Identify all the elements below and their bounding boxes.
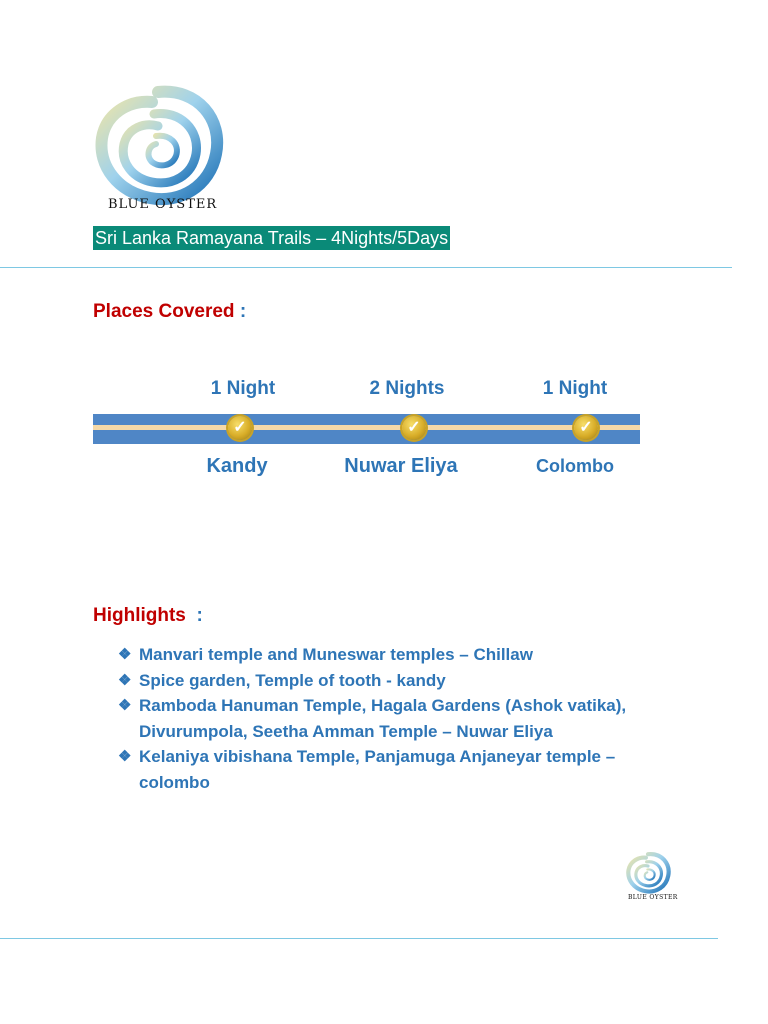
diamond-bullet-icon: ❖: [118, 748, 132, 765]
list-item: [118, 668, 678, 694]
highlights-heading: [93, 605, 203, 627]
check-icon: ✓: [228, 416, 252, 440]
highlight-text: Manvari temple and Muneswar temples – Chillaw: [139, 645, 533, 664]
blue-oyster-logo-small: [620, 850, 676, 896]
divider: [0, 267, 732, 268]
brand-name: BLUE OYSTER: [108, 197, 218, 212]
list-item: [118, 693, 678, 744]
timeline-line: [93, 425, 640, 430]
check-icon: ✓: [574, 416, 598, 440]
diamond-bullet-icon: ❖: [118, 671, 132, 689]
places-covered-heading: [93, 301, 246, 323]
stop-nights: 1 Night: [210, 378, 276, 399]
stop-nights: 1 Night: [542, 378, 608, 399]
diamond-bullet-icon: ❖: [118, 646, 132, 663]
highlights-heading-text: Highlights: [93, 605, 186, 626]
blue-oyster-logo: [88, 80, 228, 212]
list-item: [118, 744, 678, 795]
highlight-text: Spice garden, Temple of tooth - kandy: [139, 670, 446, 690]
highlight-text: Kelaniya vibishana Temple, Panjamuga Anjaneyar temple – colombo: [139, 747, 616, 792]
highlights-list: [118, 642, 678, 795]
places-heading-text: Places Covered: [93, 301, 235, 322]
highlights-heading-separator: :: [196, 605, 203, 626]
brand-name-small: BLUE OYSTER: [628, 894, 678, 901]
page-title: Sri Lanka Ramayana Trails – 4Nights/5Days: [95, 228, 449, 248]
divider: [0, 938, 718, 939]
stop-city: Nuwar Eliya: [344, 455, 458, 477]
stop-nights: 2 Nights: [369, 378, 445, 399]
stop-city: Colombo: [536, 456, 614, 476]
places-heading-separator: :: [239, 301, 247, 322]
list-item: [118, 642, 678, 668]
check-icon: ✓: [402, 416, 426, 440]
diamond-bullet-icon: ❖: [118, 697, 132, 714]
stop-city: Kandy: [206, 455, 268, 477]
highlight-text: Ramboda Hanuman Temple, Hagala Gardens (Ashok vatika), Divurumpola, Seetha Amman Temple – Nuwar Eliya: [139, 696, 627, 741]
